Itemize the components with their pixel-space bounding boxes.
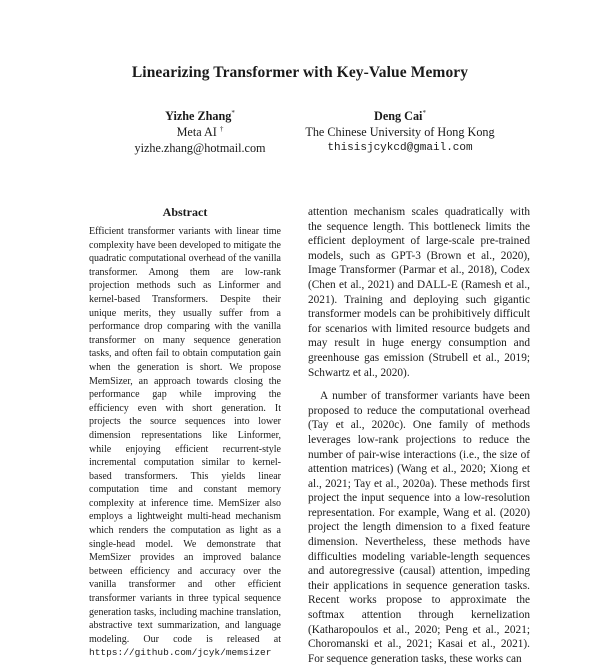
paper-title: Linearizing Transformer with Key-Value Memory: [131, 64, 469, 81]
intro-paragraph-1: attention mechanism scales quadratically with the sequence length. This bottleneck limits the efficient deployment of large-scale pre-trained models, such as GPT-3 (Brown et al., 2020), Image Transformer (Parmar et al., 2018), Codex (Chen et al., 2021) and DALL-E (Ramesh et al., 2021). Training and deploying such gigantic transformer models can be prohibitively difficult for scenarios with limited resource budgets and may result in huge energy consumption and greenhouse gas emission (Strubell et al., 2019; Schwartz et al., 2020).: [308, 206, 530, 379]
author-block-2: [290, 108, 510, 156]
abstract-body: [89, 225, 281, 660]
author-affiliation: Meta AI: [176, 125, 217, 139]
author-name: Deng Cai: [374, 109, 423, 123]
author-block-1: [80, 108, 320, 156]
code-link[interactable]: https://github.com/jcyk/memsizer: [89, 647, 272, 659]
abstract-heading: Abstract: [162, 205, 208, 219]
author-mark: *: [231, 108, 235, 117]
author-affiliation: The Chinese University of Hong Kong: [305, 125, 495, 139]
affiliation-mark: †: [219, 124, 224, 133]
author-email: thisisjcykcd@gmail.com: [327, 142, 473, 154]
author-email: yizhe.zhang@hotmail.com: [134, 141, 266, 155]
introduction-column: [308, 205, 530, 666]
intro-paragraph-2: A number of transformer variants have been proposed to reduce the computational overhead (Tay et al., 2020c). One family of methods leverages low-rank projections to reduce the number of pair-wise interactions (i.e., the size of attention matrices) (Wang et al., 2020; Xiong et al., 2021; Tay et al., 2020a). These methods first project the input sequence into a low-resolution representation. For example, Wang et al. (2020) project the length dimension to a fixed feature dimension. Nevertheless, these methods have difficulties modeling variable-length sequences and autoregressive (causal) attention, impeding their applications in sequence generation tasks. Recent works propose to approximate the softmax attention through kernelization (Katharopoulos et al., 2020; Peng et al., 2021; Choromanski et al., 2021; Kasai et al., 2021). For sequence generation tasks, these works can: [308, 390, 530, 665]
author-mark: *: [422, 108, 426, 117]
author-name: Yizhe Zhang: [165, 109, 232, 123]
abstract-text: Efficient transformer variants with linear time complexity have been developed to mitigate the quadratic computational overhead of the vanilla transformer. Among them are low-rank projection methods such as Linformer and kernel-based Transformers. Despite their unique merits, they usually suffer from a performance drop comparing with the vanilla transformer on many sequence generation tasks, and often fail to obtain computation gain when the generation is short. We propose MemSizer, an approach towards closing the performance gap while improving the efficiency even with short generation. It projects the source sequences into lower dimension representations like Linformer, while enjoying efficient recurrent-style incremental computation similar to kernel-based transformers. This yields linear computation time and constant memory complexity at inference time. MemSizer also employs a lightweight multi-head mechanism which renders the computation as light as a single-head model. We demonstrate that MemSizer provides an improved balance between efficiency and accuracy over the vanilla transformer and other efficient transformer variants in three typical sequence generation tasks, including machine translation, abstractive text summarization, and language modeling. Our code is released at: [89, 226, 281, 645]
abstract-section: [89, 205, 281, 660]
